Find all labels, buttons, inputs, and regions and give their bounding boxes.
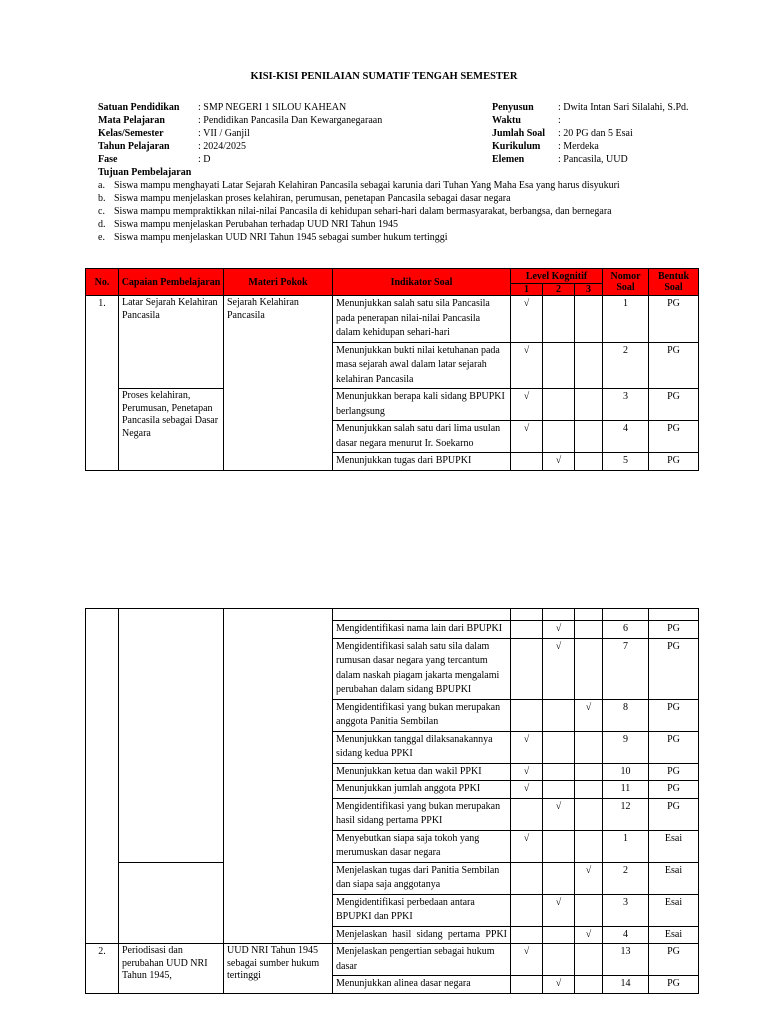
goal-letter: a. — [98, 180, 105, 191]
info-row — [98, 140, 382, 153]
empty-cell — [649, 609, 699, 621]
indikator-cell: Menunjukkan tanggal dilaksanakannya sidang kedua PPKI — [333, 731, 511, 763]
goal-text: Siswa mampu menjelaskan Perubahan terhadap UUD NRI Tahun 1945 — [114, 219, 399, 230]
level-1-cell — [511, 638, 543, 699]
goal-item — [98, 231, 620, 244]
check-mark: √ — [555, 978, 562, 989]
level-2-cell — [543, 731, 575, 763]
level-3-cell — [575, 763, 603, 781]
empty-cell — [511, 609, 543, 621]
indikator-cell: Mengidentifikasi nama lain dari BPUPKI — [333, 621, 511, 639]
info-left — [98, 101, 382, 166]
no-cell: 1. — [86, 296, 119, 471]
check-mark: √ — [555, 896, 562, 908]
info-row — [492, 127, 689, 140]
nomor-cell: 2 — [603, 862, 649, 894]
level-1-cell — [511, 296, 543, 343]
info-label: Kelas/Semester — [98, 128, 164, 139]
indikator-cell: Menjelaskan tugas dari Panitia Sembilan dan siapa saja anggotanya — [333, 862, 511, 894]
nomor-cell: 9 — [603, 731, 649, 763]
info-row — [492, 101, 689, 114]
bentuk-cell: PG — [649, 296, 699, 343]
header-level-1: 1 — [511, 284, 543, 296]
level-2-cell — [543, 781, 575, 799]
level-2-cell — [543, 638, 575, 699]
level-3-cell — [575, 699, 603, 731]
check-mark: √ — [523, 946, 530, 957]
indikator-cell: Menunjukkan tugas dari BPUPKI — [333, 453, 511, 471]
indikator-cell: Menjelaskan pengertian sebagai hukum dasar — [333, 944, 511, 976]
level-3-cell — [575, 389, 603, 421]
bentuk-cell: PG — [649, 453, 699, 471]
bentuk-cell: PG — [649, 798, 699, 830]
info-value: : Pendidikan Pancasila Dan Kewarganegaraan — [198, 115, 383, 126]
nomor-cell: 14 — [603, 976, 649, 994]
header-no: No. — [86, 269, 119, 296]
info-row — [98, 127, 382, 140]
check-mark: √ — [523, 391, 530, 402]
indikator-cell: Mengidentifikasi yang bukan merupakan hasil sidang pertama PPKI — [333, 798, 511, 830]
level-2-cell — [543, 342, 575, 389]
nomor-cell: 10 — [603, 763, 649, 781]
check-mark: √ — [523, 344, 530, 356]
header-bentuk: Bentuk Soal — [649, 269, 699, 296]
info-label: Mata Pelajaran — [98, 115, 165, 126]
level-3-cell — [575, 798, 603, 830]
info-value: : D — [198, 154, 211, 165]
no-cell — [86, 609, 119, 944]
info-value: : 20 PG dan 5 Esai — [558, 128, 633, 139]
level-2-cell — [543, 830, 575, 862]
nomor-cell: 4 — [603, 926, 649, 944]
info-label: Fase — [98, 154, 118, 165]
level-2-cell — [543, 944, 575, 976]
header-nomor: Nomor Soal — [603, 269, 649, 296]
indikator-cell: Menunjukkan ketua dan wakil PPKI — [333, 763, 511, 781]
level-2-cell — [543, 894, 575, 926]
nomor-cell: 1 — [603, 830, 649, 862]
level-2-cell — [543, 699, 575, 731]
materi-cell: Sejarah Kelahiran Pancasila — [224, 296, 333, 471]
indikator-cell: Menunjukkan salah satu sila Pancasila pada penerapan nilai-nilai Pancasila dalam kehidupan sehari-hari — [333, 296, 511, 343]
indikator-cell: Menunjukkan alinea dasar negara — [333, 976, 511, 994]
check-mark: √ — [555, 640, 562, 652]
empty-cell — [575, 609, 603, 621]
indikator-cell: Menunjukkan salah satu dari lima usulan dasar negara menurut Ir. Soekarno — [333, 421, 511, 453]
bentuk-cell: Esai — [649, 926, 699, 944]
capaian-cell: Proses kelahiran, Perumusan, Penetapan Pancasila sebagai Dasar Negara — [119, 389, 224, 471]
indikator-cell: Menunjukkan bukti nilai ketuhanan pada masa sejarah awal dalam latar sejarah kelahiran Pancasila — [333, 342, 511, 389]
goal-letter: d. — [98, 219, 106, 230]
level-2-cell — [543, 976, 575, 994]
header-materi: Materi Pokok — [224, 269, 333, 296]
info-label: Tahun Pelajaran — [98, 141, 170, 152]
table-row — [86, 944, 699, 976]
info-label: Waktu — [492, 115, 521, 126]
bentuk-cell: PG — [649, 389, 699, 421]
info-label: Kurikulum — [492, 141, 541, 152]
level-3-cell — [575, 944, 603, 976]
bentuk-cell: PG — [649, 781, 699, 799]
level-1-cell — [511, 621, 543, 639]
table-row — [86, 609, 699, 621]
check-mark: √ — [523, 733, 530, 745]
bentuk-cell: PG — [649, 976, 699, 994]
level-1-cell — [511, 699, 543, 731]
header-level-3: 3 — [575, 284, 603, 296]
indikator-cell: Menunjukkan jumlah anggota PPKI — [333, 781, 511, 799]
header-indikator: Indikator Soal — [333, 269, 511, 296]
nomor-cell: 8 — [603, 699, 649, 731]
level-2-cell — [543, 453, 575, 471]
goal-item — [98, 205, 620, 218]
header-level-2: 2 — [543, 284, 575, 296]
table-row — [86, 389, 699, 421]
goals-title: Tujuan Pembelajaran — [98, 167, 192, 178]
indikator-cell: Mengidentifikasi yang bukan merupakan anggota Panitia Sembilan — [333, 699, 511, 731]
bentuk-cell: Esai — [649, 830, 699, 862]
bentuk-cell: PG — [649, 342, 699, 389]
level-3-cell — [575, 638, 603, 699]
capaian-cell: Periodisasi dan perubahan UUD NRI Tahun 1945, — [119, 944, 224, 994]
check-mark: √ — [523, 423, 530, 434]
level-1-cell — [511, 421, 543, 453]
info-value: : Pancasila, UUD — [558, 154, 628, 165]
check-mark: √ — [585, 864, 592, 876]
level-3-cell — [575, 731, 603, 763]
kisi-table-2 — [85, 608, 699, 994]
nomor-cell: 2 — [603, 342, 649, 389]
indikator-cell: Menunjukkan berapa kali sidang BPUPKI berlangsung — [333, 389, 511, 421]
level-1-cell — [511, 342, 543, 389]
info-label: Satuan Pendidikan — [98, 102, 180, 113]
kisi-table-1 — [85, 268, 699, 471]
bentuk-cell: Esai — [649, 894, 699, 926]
bentuk-cell: PG — [649, 421, 699, 453]
info-row — [98, 114, 382, 127]
level-1-cell — [511, 781, 543, 799]
level-3-cell — [575, 781, 603, 799]
nomor-cell: 6 — [603, 621, 649, 639]
empty-cell — [543, 609, 575, 621]
check-mark: √ — [523, 832, 530, 844]
bentuk-cell: PG — [649, 621, 699, 639]
goal-letter: b. — [98, 193, 106, 204]
level-1-cell — [511, 830, 543, 862]
goal-letter: e. — [98, 232, 105, 243]
level-1-cell — [511, 976, 543, 994]
nomor-cell: 5 — [603, 453, 649, 471]
goal-item — [98, 192, 620, 205]
level-3-cell — [575, 926, 603, 944]
level-1-cell — [511, 926, 543, 944]
empty-cell — [333, 609, 511, 621]
level-1-cell — [511, 944, 543, 976]
info-row — [98, 153, 382, 166]
nomor-cell: 1 — [603, 296, 649, 343]
table-row — [86, 296, 699, 343]
level-2-cell — [543, 296, 575, 343]
nomor-cell: 11 — [603, 781, 649, 799]
capaian-cell: Latar Sejarah Kelahiran Pancasila — [119, 296, 224, 389]
bentuk-cell: PG — [649, 638, 699, 699]
page-title: KISI-KISI PENILAIAN SUMATIF TENGAH SEMESTER — [250, 71, 518, 82]
level-3-cell — [575, 296, 603, 343]
goal-text: Siswa mampu mempraktikkan nilai-nilai Pancasila di kehidupan sehari-hari dalam bermasyarakat, berbangsa, dan bernegara — [114, 206, 612, 217]
capaian-cell — [119, 862, 224, 944]
level-3-cell — [575, 621, 603, 639]
table-row — [86, 862, 699, 894]
info-value: : 2024/2025 — [198, 141, 247, 152]
header-capaian: Capaian Pembelajaran — [119, 269, 224, 296]
check-mark: √ — [523, 765, 530, 777]
bentuk-cell: PG — [649, 731, 699, 763]
info-row — [492, 140, 689, 153]
goal-letter: c. — [98, 206, 105, 217]
info-value: : VII / Ganjil — [198, 128, 250, 139]
level-3-cell — [575, 894, 603, 926]
level-3-cell — [575, 862, 603, 894]
nomor-cell: 3 — [603, 894, 649, 926]
level-1-cell — [511, 453, 543, 471]
empty-cell — [603, 609, 649, 621]
materi-cell — [224, 609, 333, 944]
level-1-cell — [511, 798, 543, 830]
info-label: Elemen — [492, 154, 525, 165]
nomor-cell: 7 — [603, 638, 649, 699]
level-2-cell — [543, 621, 575, 639]
info-value: : Dwita Intan Sari Silalahi, S.Pd. — [558, 102, 689, 113]
capaian-cell — [119, 609, 224, 863]
info-row — [98, 101, 382, 114]
no-cell: 2. — [86, 944, 119, 994]
check-mark: √ — [523, 298, 530, 309]
level-3-cell — [575, 976, 603, 994]
level-1-cell — [511, 894, 543, 926]
info-value: : Merdeka — [558, 141, 599, 152]
info-right — [492, 101, 689, 166]
level-2-cell — [543, 763, 575, 781]
info-row — [492, 153, 689, 166]
bentuk-cell: PG — [649, 944, 699, 976]
indikator-cell: Menyebutkan siapa saja tokoh yang merumuskan dasar negara — [333, 830, 511, 862]
goal-item — [98, 179, 620, 192]
indikator-cell: Mengidentifikasi perbedaan antara BPUPKI dan PPKI — [333, 894, 511, 926]
level-3-cell — [575, 453, 603, 471]
level-3-cell — [575, 342, 603, 389]
nomor-cell: 4 — [603, 421, 649, 453]
level-1-cell — [511, 389, 543, 421]
level-1-cell — [511, 763, 543, 781]
level-2-cell — [543, 389, 575, 421]
check-mark: √ — [555, 800, 562, 812]
bentuk-cell: Esai — [649, 862, 699, 894]
check-mark: √ — [585, 928, 592, 940]
info-label: Penyusun — [492, 102, 534, 113]
info-row — [492, 114, 689, 127]
level-3-cell — [575, 421, 603, 453]
level-1-cell — [511, 731, 543, 763]
info-value: : SMP NEGERI 1 SILOU KAHEAN — [198, 102, 347, 113]
nomor-cell: 3 — [603, 389, 649, 421]
check-mark: √ — [555, 623, 562, 634]
level-2-cell — [543, 926, 575, 944]
goal-item — [98, 218, 620, 231]
info-value: : — [558, 115, 561, 126]
check-mark: √ — [523, 783, 530, 794]
level-1-cell — [511, 862, 543, 894]
goal-text: Siswa mampu menjelaskan proses kelahiran, perumusan, penetapan Pancasila sebagai dasar negara — [114, 193, 511, 204]
bentuk-cell: PG — [649, 699, 699, 731]
indikator-cell: Menjelaskan hasil sidang pertama PPKI — [333, 926, 511, 944]
header-level: Level Kognitif — [511, 269, 603, 284]
check-mark: √ — [555, 455, 562, 466]
goal-text: Siswa mampu menghayati Latar Sejarah Kelahiran Pancasila sebagai karunia dari Tuhan Yang Maha Esa yang harus disyukuri — [114, 180, 620, 191]
check-mark: √ — [585, 701, 592, 713]
level-2-cell — [543, 421, 575, 453]
materi-cell: UUD NRI Tahun 1945 sebagai sumber hukum tertinggi — [224, 944, 333, 994]
nomor-cell: 13 — [603, 944, 649, 976]
goal-text: Siswa mampu menjelaskan UUD NRI Tahun 1945 sebagai sumber hukum tertinggi — [114, 232, 448, 243]
nomor-cell: 12 — [603, 798, 649, 830]
level-3-cell — [575, 830, 603, 862]
level-2-cell — [543, 862, 575, 894]
level-2-cell — [543, 798, 575, 830]
bentuk-cell: PG — [649, 763, 699, 781]
learning-goals — [98, 166, 620, 244]
indikator-cell: Mengidentifikasi salah satu sila dalam rumusan dasar negara yang tercantum dalam naskah piagam jakarta mengalami perubahan dalam sidang BPUPKI — [333, 638, 511, 699]
info-label: Jumlah Soal — [492, 128, 546, 139]
